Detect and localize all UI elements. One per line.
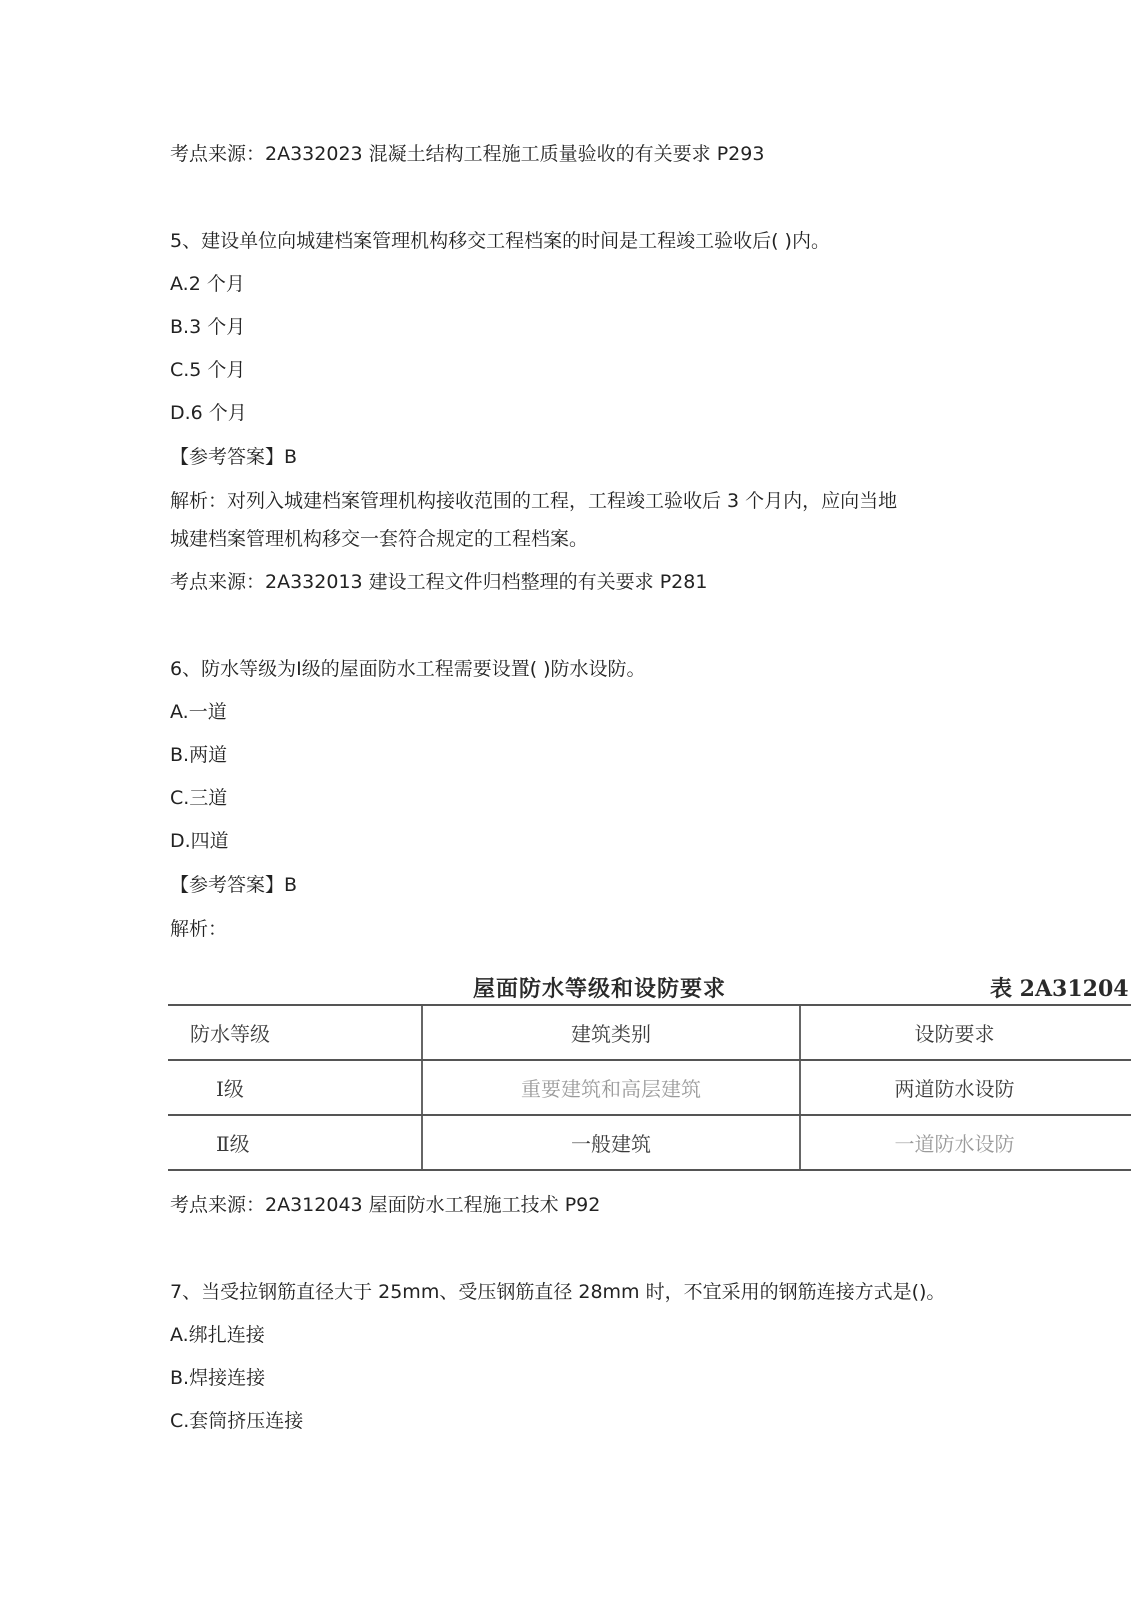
q7-option-b: B.焊接连接: [170, 1367, 266, 1389]
row1-building-type: 重要建筑和高层建筑: [422, 1060, 800, 1115]
table-row: [168, 1115, 1131, 1170]
header-level: 防水等级: [168, 1005, 422, 1060]
q4-source: 考点来源：2A332023 混凝土结构工程施工质量验收的有关要求 P293: [170, 143, 765, 165]
q6-question: 6、防水等级为Ⅰ级的屋面防水工程需要设置( )防水设防。: [170, 658, 646, 680]
row2-level: Ⅱ级: [168, 1115, 422, 1170]
q7-option-c: C.套筒挤压连接: [170, 1410, 304, 1432]
q7-question: 7、当受拉钢筋直径大于 25mm、受压钢筋直径 28mm 时，不宜采用的钢筋连接方式是()。: [170, 1281, 946, 1303]
header-requirement: 设防要求: [800, 1005, 1131, 1060]
q6-answer: 【参考答案】B: [170, 874, 298, 896]
q6-option-a: A.一道: [170, 701, 227, 723]
q6-option-d: D.四道: [170, 830, 229, 852]
q6-source: 考点来源：2A312043 屋面防水工程施工技术 P92: [170, 1194, 601, 1216]
q7-option-a: A.绑扎连接: [170, 1324, 265, 1346]
table-number: 表 2A31204: [990, 976, 1129, 1002]
q5-source: 考点来源：2A332013 建设工程文件归档整理的有关要求 P281: [170, 571, 708, 593]
q5-analysis-line2: 城建档案管理机构移交一套符合规定的工程档案。: [170, 528, 589, 550]
table-row: [168, 1060, 1131, 1115]
q5-option-c: C.5 个月: [170, 359, 246, 381]
header-building-type: 建筑类别: [422, 1005, 800, 1060]
q5-analysis-line1: 解析：对列入城建档案管理机构接收范围的工程，工程竣工验收后 3 个月内，应向当地: [170, 490, 898, 512]
row1-level: Ⅰ级: [168, 1060, 422, 1115]
row2-requirement: 一道防水设防: [800, 1115, 1131, 1170]
waterproof-table: [168, 1004, 1131, 1171]
q6-option-c: C.三道: [170, 787, 228, 809]
table-title: 屋面防水等级和设防要求: [473, 976, 727, 1002]
q5-answer: 【参考答案】B: [170, 446, 298, 468]
row2-building-type: 一般建筑: [422, 1115, 800, 1170]
waterproof-table-image: [168, 962, 1131, 1174]
q5-option-b: B.3 个月: [170, 316, 246, 338]
q5-question: 5、建设单位向城建档案管理机构移交工程档案的时间是工程竣工验收后( )内。: [170, 230, 830, 252]
table-header-row: [168, 1005, 1131, 1060]
q6-option-b: B.两道: [170, 744, 228, 766]
q6-analysis: 解析：: [170, 918, 228, 940]
row1-requirement: 两道防水设防: [800, 1060, 1131, 1115]
q5-option-a: A.2 个月: [170, 273, 245, 295]
q5-option-d: D.6 个月: [170, 402, 247, 424]
